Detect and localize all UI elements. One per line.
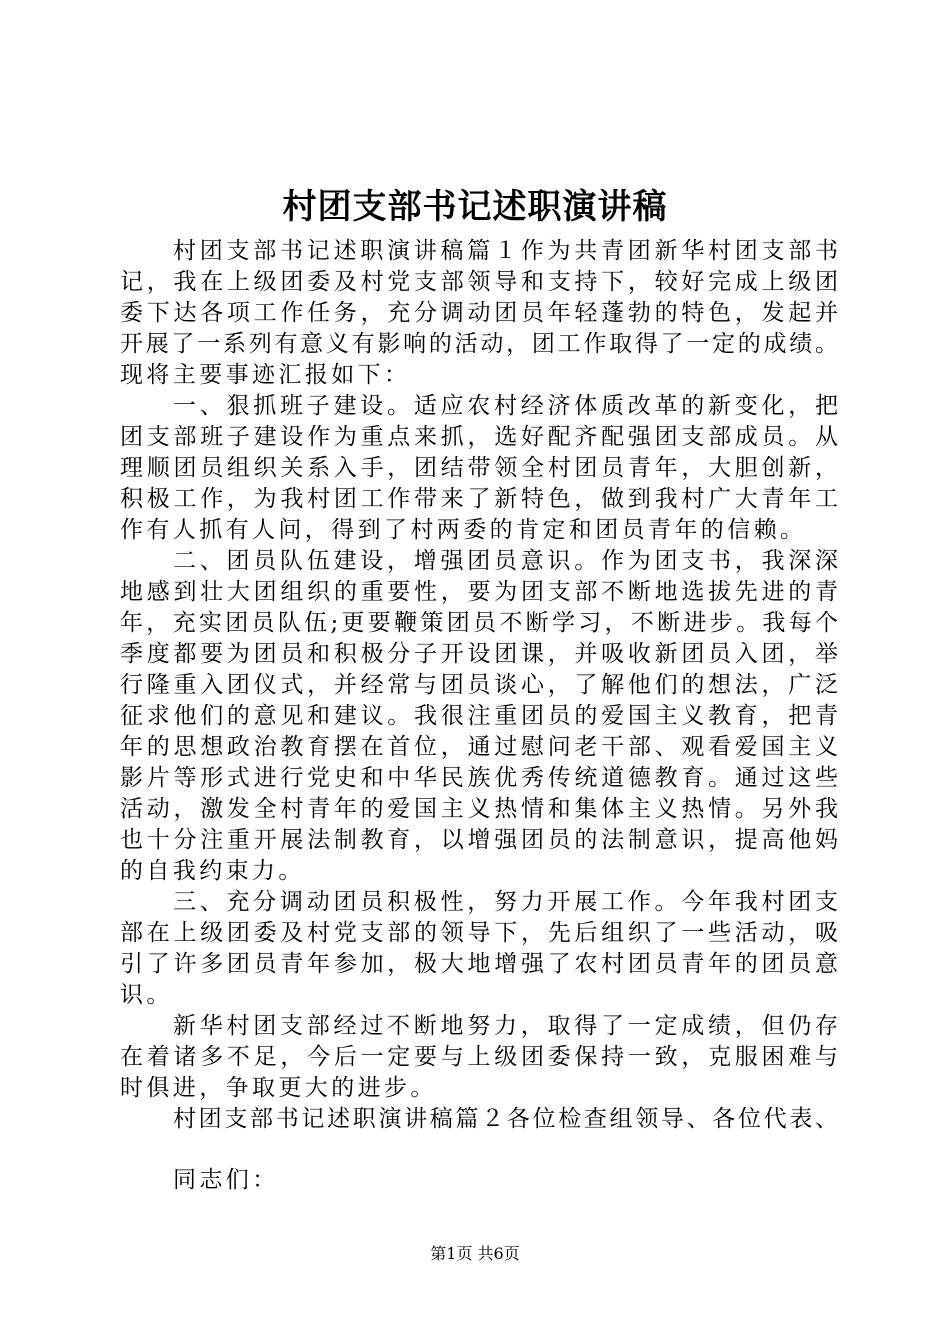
text-line: 季度都要为团员和积极分子开设团课，并吸收新团员入团，举 — [120, 641, 838, 667]
text-line: 现将主要事迹汇报如下： — [120, 362, 411, 388]
text-line: 团支部班子建设作为重点来抓，选好配齐配强团支部成员。从 — [120, 424, 838, 450]
text-line: 二、团员队伍建设，增强团员意识。作为团支书，我深深 — [173, 548, 838, 574]
text-line: 的自我约束力。 — [120, 858, 305, 884]
text-line: 开展了一系列有意义有影响的活动，团工作取得了一定的成绩。 — [120, 331, 838, 357]
text-line: 一、狠抓班子建设。适应农村经济体质改革的新变化，把 — [173, 393, 838, 419]
text-line: 时俱进，争取更大的进步。 — [120, 1075, 437, 1101]
text-line: 年，充实团员队伍;更要鞭策团员不断学习，不断进步。我每个 — [120, 610, 838, 636]
text-line: 三、充分调动团员积极性，努力开展工作。今年我村团支 — [173, 889, 838, 915]
text-line: 积极工作，为我村团工作带来了新特色，做到我村广大青年工 — [120, 486, 838, 512]
text-line: 理顺团员组织关系入手，团结带领全村团员青年，大胆创新， — [120, 455, 838, 481]
text-line: 引了许多团员青年参加，极大地增强了农村团员青年的团员意 — [120, 951, 838, 977]
text-line: 部在上级团委及村党支部的领导下，先后组织了一些活动，吸 — [120, 920, 838, 946]
text-line: 也十分注重开展法制教育，以增强团员的法制意识，提高他妈 — [120, 827, 838, 853]
text-line: 地感到壮大团组织的重要性，要为团支部不断地选拔先进的青 — [120, 579, 838, 605]
blank-line — [120, 1135, 838, 1165]
text-line: 村团支部书记述职演讲稿篇２各位检查组领导、各位代表、 — [173, 1106, 838, 1132]
document-title: 村团支部书记述职演讲稿 — [282, 187, 668, 227]
document-body — [120, 236, 838, 1196]
text-line: 活动，激发全村青年的爱国主义热情和集体主义热情。另外我 — [120, 796, 838, 822]
text-line: 识。 — [120, 982, 173, 1008]
text-line: 征求他们的意见和建议。我很注重团员的爱国主义教育，把青 — [120, 703, 838, 729]
text-line: 村团支部书记述职演讲稿篇１作为共青团新华村团支部书 — [173, 238, 838, 264]
text-line: 行隆重入团仪式，并经常与团员谈心，了解他们的想法，广泛 — [120, 672, 838, 698]
text-line: 影片等形式进行党史和中华民族优秀传统道德教育。通过这些 — [120, 765, 838, 791]
page-footer: 第1页 共6页 — [430, 1244, 520, 1263]
text-line: 新华村团支部经过不断地努力，取得了一定成绩，但仍存 — [173, 1013, 838, 1039]
text-line: 委下达各项工作任务，充分调动团员年轻蓬勃的特色，发起并 — [120, 300, 838, 326]
text-line: 作有人抓有人问，得到了村两委的肯定和团员青年的信赖。 — [120, 517, 807, 543]
salutation: 同志们： — [173, 1167, 279, 1193]
text-line: 记，我在上级团委及村党支部领导和支持下，较好完成上级团 — [120, 269, 838, 295]
text-line: 在着诸多不足，今后一定要与上级团委保持一致，克服困难与 — [120, 1044, 838, 1070]
text-line: 年的思想政治教育摆在首位，通过慰问老干部、观看爱国主义 — [120, 734, 838, 760]
